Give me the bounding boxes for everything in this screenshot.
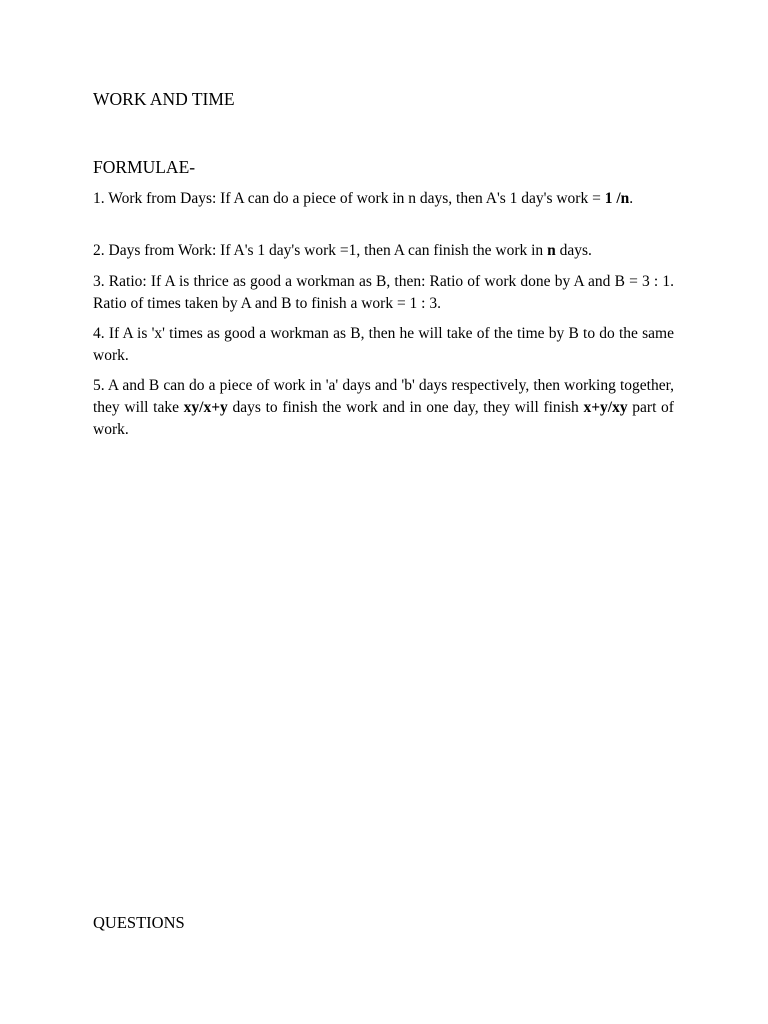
formula-item-3: [93, 271, 674, 315]
formula-2-text: 2. Days from Work: If A's 1 day's work =1, then A can finish the work in: [93, 242, 548, 259]
formula-5-bold-2: x+y/xy: [583, 399, 628, 416]
formula-2-bold: n: [547, 242, 556, 259]
formula-item-2: [93, 240, 674, 262]
questions-heading: QUESTIONS: [93, 913, 185, 932]
formula-3-text: 3. Ratio: If A is thrice as good a workman as B, then: Ratio of work done by A and B = 3 : 1. Ratio of times taken by A and B to finish a work = 1 : 3.: [93, 273, 674, 312]
formula-2-end: days.: [555, 242, 592, 259]
formula-1-text: 1. Work from Days: If A can do a piece of work in n days, then A's 1 day's work =: [93, 190, 605, 207]
formula-item-1: [93, 188, 674, 210]
formula-item-5: [93, 375, 674, 441]
formula-1-end: .: [629, 190, 634, 207]
formula-1-bold: 1 /n: [604, 190, 630, 207]
formula-5-end: part of work.: [93, 399, 674, 438]
formula-5-middle: days to finish the work and in one day, they will finish: [227, 399, 584, 416]
formula-4-text: 4. If A is 'x' times as good a workman as B, then he will take of the time by B to do the same work.: [93, 325, 674, 364]
formulae-heading: FORMULAE-: [93, 157, 196, 177]
page-title: WORK AND TIME: [93, 89, 235, 109]
formula-5-bold-1: xy/x+y: [183, 399, 228, 416]
formula-5-text: 5. A and B can do a piece of work in 'a' days and 'b' days respectively, then working together, they will take: [93, 377, 674, 416]
formula-item-4: [93, 323, 674, 367]
